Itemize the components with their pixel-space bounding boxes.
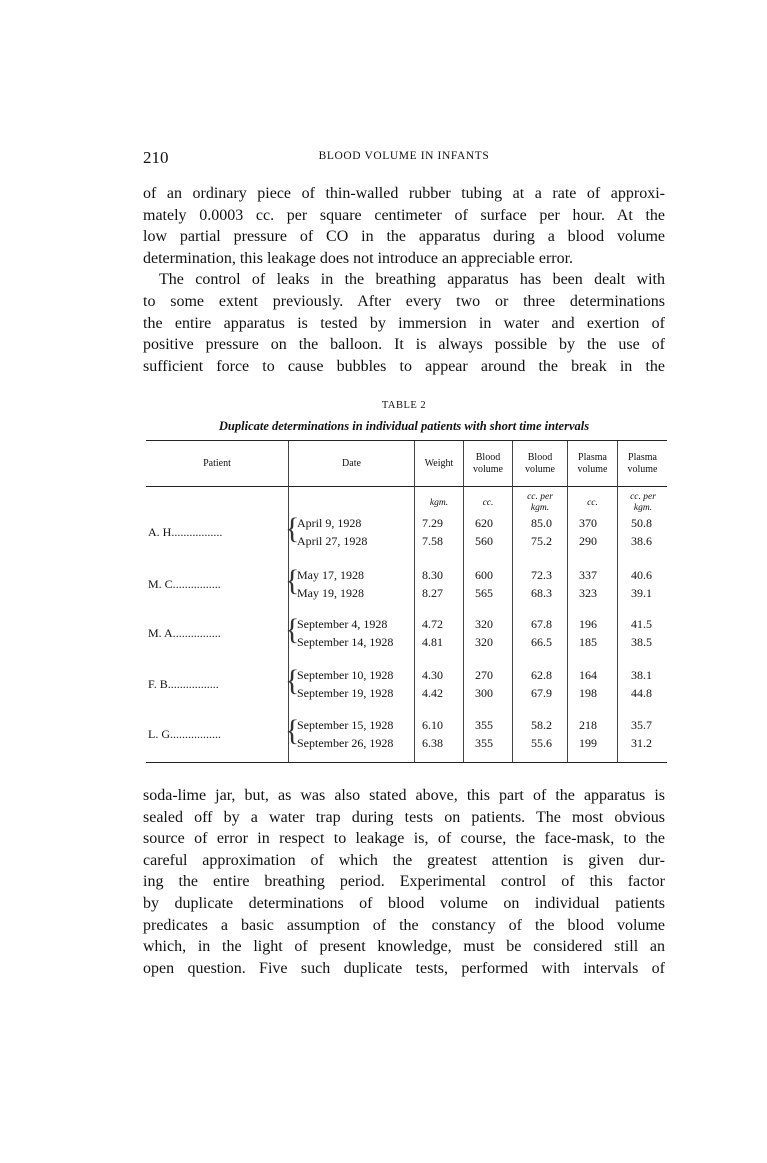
- blood-volume-cell: 320: [475, 635, 493, 649]
- plasma-volume-per-kg-cell: 38.5: [631, 635, 652, 649]
- plasma-volume-per-kg-cell: 40.6: [631, 568, 652, 582]
- date-cell: September 26, 1928: [297, 736, 394, 750]
- blood-volume-per-kg-cell: 58.2: [531, 718, 552, 732]
- unit-blood-volume-per-kg: cc. per kgm.: [527, 492, 553, 513]
- text-line: positive pressure on the balloon. It is always possible by the use of: [143, 336, 665, 354]
- header-weight: Weight: [424, 458, 454, 469]
- column-divider: [567, 441, 568, 762]
- blood-volume-per-kg-cell: 67.9: [531, 686, 552, 700]
- plasma-volume-cell: 370: [579, 516, 597, 530]
- plasma-volume-cell: 199: [579, 736, 597, 750]
- patient-name: A. H.: [148, 525, 175, 539]
- blood-volume-cell: 300: [475, 686, 493, 700]
- text-line: determination, this leakage does not introduce an appreciable error.: [143, 249, 574, 267]
- patient-label: [148, 727, 286, 742]
- patient-label: [148, 525, 286, 540]
- text-line: which, in the light of present knowledge, must be considered still an: [143, 938, 665, 956]
- unit-plasma-volume-per-kg: cc. per kgm.: [630, 492, 656, 513]
- patient-label: [148, 577, 286, 592]
- table-rule-top: [146, 440, 667, 441]
- unit-plasma-volume: cc.: [587, 498, 598, 508]
- blood-volume-per-kg-cell: 75.2: [531, 534, 552, 548]
- plasma-volume-per-kg-cell: 44.8: [631, 686, 652, 700]
- header-blood-volume-per-kg: Blood volume: [525, 452, 555, 475]
- text-line: sufficient force to cause bubbles to appear around the break in the: [143, 357, 665, 375]
- plasma-volume-per-kg-cell: 41.5: [631, 617, 652, 631]
- text-line: careful approximation of which the greatest attention is given dur-: [143, 851, 665, 869]
- date-cell: May 17, 1928: [297, 568, 364, 582]
- text-line: to some extent previously. After every two or three determinations: [143, 292, 665, 310]
- date-cell: September 15, 1928: [297, 718, 394, 732]
- plasma-volume-per-kg-cell: 31.2: [631, 736, 652, 750]
- blood-volume-cell: 355: [475, 718, 493, 732]
- patient-label: [148, 626, 286, 641]
- body-text-bottom: [143, 785, 665, 979]
- page-header: [143, 148, 665, 168]
- date-cell: September 14, 1928: [297, 635, 394, 649]
- blood-volume-cell: 355: [475, 736, 493, 750]
- weight-cell: 6.38: [422, 736, 443, 750]
- text-line: ing the entire breathing period. Experimental control of this factor: [143, 873, 665, 891]
- header-plasma-volume: Plasma volume: [577, 452, 608, 475]
- weight-cell: 4.30: [422, 668, 443, 682]
- text-line: the entire apparatus is tested by immersion in water and exertion of: [143, 314, 665, 332]
- weight-cell: 8.30: [422, 568, 443, 582]
- date-cell: September 19, 1928: [297, 686, 394, 700]
- blood-volume-cell: 565: [475, 586, 493, 600]
- blood-volume-per-kg-cell: 68.3: [531, 586, 552, 600]
- brace: {: [285, 714, 300, 747]
- header-plasma-volume-per-kg: Plasma volume: [627, 452, 658, 475]
- plasma-volume-per-kg-cell: 39.1: [631, 586, 652, 600]
- header-patient: Patient: [203, 458, 231, 469]
- text-line: mately 0.0003 cc. per square centimeter of surface per hour. At the: [143, 206, 665, 224]
- blood-volume-per-kg-cell: 72.3: [531, 568, 552, 582]
- date-cell: May 19, 1928: [297, 586, 364, 600]
- plasma-volume-cell: 337: [579, 568, 597, 582]
- brace: {: [285, 613, 300, 646]
- blood-volume-per-kg-cell: 85.0: [531, 516, 552, 530]
- plasma-volume-per-kg-cell: 50.8: [631, 516, 652, 530]
- body-text-top: [143, 183, 665, 377]
- plasma-volume-cell: 218: [579, 718, 597, 732]
- patient-name: F. B.: [148, 677, 171, 691]
- weight-cell: 7.58: [422, 534, 443, 548]
- header-date: Date: [342, 458, 361, 469]
- date-cell: September 10, 1928: [297, 668, 394, 682]
- date-cell: April 27, 1928: [297, 534, 368, 548]
- header-blood-volume: Blood volume: [473, 452, 503, 475]
- blood-volume-per-kg-cell: 66.5: [531, 635, 552, 649]
- weight-cell: 7.29: [422, 516, 443, 530]
- text-line: open question. Five such duplicate tests, performed with intervals of: [143, 959, 665, 977]
- patient-name: M. C.: [148, 577, 176, 591]
- plasma-volume-cell: 290: [579, 534, 597, 548]
- column-divider: [463, 441, 464, 762]
- blood-volume-cell: 600: [475, 568, 493, 582]
- plasma-volume-per-kg-cell: 35.7: [631, 718, 652, 732]
- unit-blood-volume: cc.: [482, 498, 494, 508]
- weight-cell: 8.27: [422, 586, 443, 600]
- blood-volume-cell: 560: [475, 534, 493, 548]
- plasma-volume-cell: 164: [579, 668, 597, 682]
- patient-name: L. G.: [148, 727, 173, 741]
- brace: {: [285, 564, 300, 597]
- text-line: soda-lime jar, but, as was also stated above, this part of the apparatus is: [143, 787, 665, 804]
- column-divider: [617, 441, 618, 762]
- table-rule-header: [146, 486, 667, 487]
- blood-volume-cell: 270: [475, 668, 493, 682]
- date-cell: September 4, 1928: [297, 617, 388, 631]
- weight-cell: 4.81: [422, 635, 443, 649]
- text-line: sealed off by a water trap during tests on patients. The most obvious: [143, 808, 665, 826]
- leader-dots: ................: [170, 677, 219, 691]
- table-caption: Duplicate determinations in individual patients with short time intervals: [218, 419, 590, 433]
- blood-volume-per-kg-cell: 62.8: [531, 668, 552, 682]
- page-number: 210: [143, 148, 169, 167]
- date-cell: April 9, 1928: [297, 516, 362, 530]
- column-divider: [414, 441, 415, 762]
- brace: {: [285, 664, 300, 697]
- plasma-volume-cell: 185: [579, 635, 597, 649]
- unit-weight: kgm.: [429, 498, 449, 508]
- blood-volume-cell: 620: [475, 516, 493, 530]
- weight-cell: 4.42: [422, 686, 443, 700]
- leader-dots: ...............: [175, 626, 221, 640]
- table-label: TABLE 2: [381, 400, 427, 411]
- weight-cell: 4.72: [422, 617, 443, 631]
- brace: {: [285, 512, 300, 545]
- plasma-volume-per-kg-cell: 38.1: [631, 668, 652, 682]
- weight-cell: 6.10: [422, 718, 443, 732]
- table-rule-bottom: [146, 762, 667, 763]
- plasma-volume-cell: 323: [579, 586, 597, 600]
- leader-dots: ................: [174, 525, 223, 539]
- text-line: low partial pressure of CO in the apparatus during a blood volume: [143, 228, 665, 246]
- blood-volume-per-kg-cell: 55.6: [531, 736, 552, 750]
- patient-label: [148, 677, 286, 692]
- leader-dots: ................: [173, 727, 221, 741]
- text-line: The control of leaks in the breathing apparatus has been dealt with: [159, 271, 665, 289]
- text-line: source of error in respect to leakage is, of course, the face-mask, to the: [143, 830, 665, 848]
- blood-volume-cell: 320: [475, 617, 493, 631]
- text-line: of an ordinary piece of thin-walled rubber tubing at a rate of approxi-: [143, 185, 665, 202]
- data-table: [146, 440, 667, 763]
- plasma-volume-cell: 198: [579, 686, 597, 700]
- text-line: by duplicate determinations of blood volume on individual patients: [143, 894, 665, 912]
- plasma-volume-per-kg-cell: 38.6: [631, 534, 652, 548]
- blood-volume-per-kg-cell: 67.8: [531, 617, 552, 631]
- text-line: predicates a basic assumption of the constancy of the blood volume: [143, 916, 665, 934]
- plasma-volume-cell: 196: [579, 617, 597, 631]
- running-head: BLOOD VOLUME IN INFANTS: [318, 150, 490, 162]
- patient-name: M. A.: [148, 626, 176, 640]
- column-divider: [512, 441, 513, 762]
- leader-dots: ...............: [175, 577, 221, 591]
